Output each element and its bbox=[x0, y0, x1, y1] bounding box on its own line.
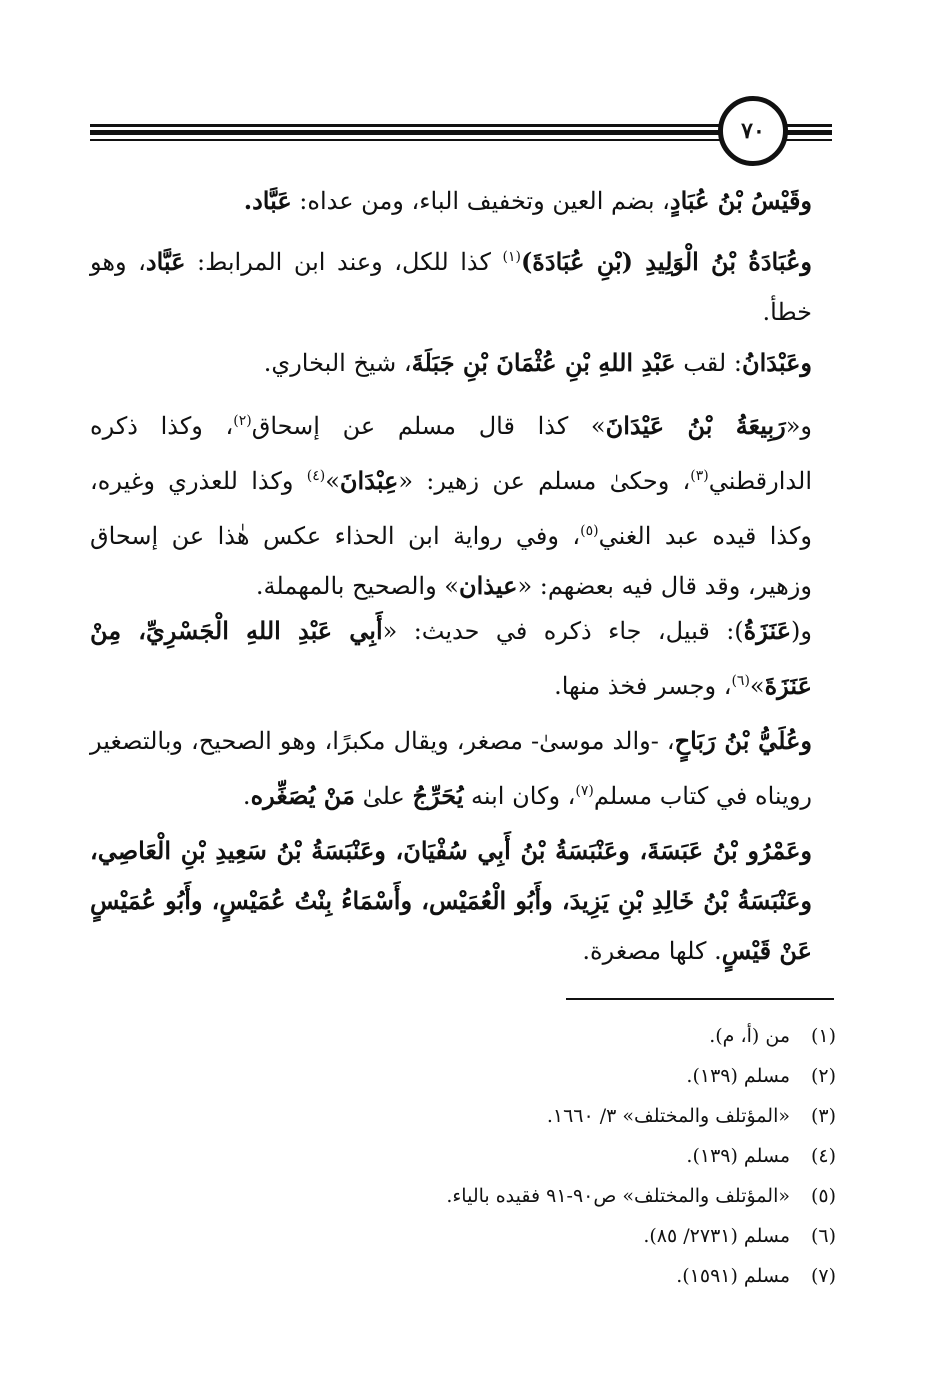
entry-text: علىٰ bbox=[354, 782, 413, 810]
footnote-text: «المؤتلف والمختلف» ص٩٠-٩١ فقيده بالياء. bbox=[446, 1185, 790, 1207]
entry-text: : لقب bbox=[675, 349, 742, 377]
footnote-text: مسلم (١٥٩١). bbox=[676, 1265, 790, 1287]
header-rule bbox=[90, 130, 722, 135]
entry-text: . bbox=[242, 782, 251, 810]
header-rule bbox=[786, 124, 832, 127]
entry-paragraph bbox=[90, 716, 812, 821]
footnote-ref: (٤) bbox=[306, 468, 326, 484]
entry-bold: عَبَّاد bbox=[145, 247, 186, 276]
entry-paragraph bbox=[90, 232, 812, 337]
entry-head: رَبِيعَةُ بْنُ عَيْدَانَ bbox=[605, 411, 786, 440]
footnote-text: «المؤتلف والمختلف» ٣/ ١٦٦٠. bbox=[546, 1105, 790, 1127]
footnote-item bbox=[196, 1016, 836, 1056]
entry-text: » bbox=[749, 672, 765, 700]
page-number: ٧٠ bbox=[741, 118, 765, 144]
header-rule bbox=[786, 130, 832, 135]
footnote-number: (٣) bbox=[810, 1105, 836, 1127]
page-number-badge bbox=[718, 96, 788, 166]
footnote-ref: (١) bbox=[502, 249, 521, 265]
footnote-number: (١) bbox=[810, 1025, 836, 1047]
entry-text: » كذا قال مسلم عن إسحاق bbox=[251, 412, 606, 440]
entry-bold: عيذان bbox=[458, 571, 518, 600]
footnote-number: (٦) bbox=[810, 1225, 836, 1247]
footnote-text: مسلم (٢٧٣١/ ٨٥). bbox=[643, 1225, 790, 1247]
entry-paragraph bbox=[90, 176, 812, 226]
entry-bold: عِبْدَانَ bbox=[339, 466, 399, 495]
entry-text: ، وحكىٰ مسلم عن زهير: « bbox=[398, 467, 691, 495]
entry-text: كذا للكل، وعند ابن المرابط: bbox=[185, 248, 503, 276]
entry-head: وعُلَيُّ بْنُ رَبَاحٍ bbox=[674, 726, 812, 755]
footnote-ref: (٧) bbox=[575, 783, 594, 799]
footnote-number: (٢) bbox=[810, 1065, 836, 1087]
entry-text: ، بضم العين وتخفيف الباء، ومن عداه: bbox=[291, 187, 670, 215]
footnote-text: من (أ، م). bbox=[709, 1025, 790, 1047]
footnote-separator bbox=[566, 998, 834, 1000]
footnote-ref: (٦) bbox=[731, 673, 750, 689]
footnote-text: مسلم (١٣٩). bbox=[686, 1065, 790, 1087]
footnote-item bbox=[196, 1056, 836, 1096]
entry-text: ، وفي رواية ابن الحذاء عكس هٰذا عن إسحاق وزهير، وقد قال فيه بعضهم: « bbox=[90, 522, 812, 600]
entry-head: وعَبْدَانُ bbox=[741, 348, 812, 377]
footnote-item bbox=[196, 1216, 836, 1256]
entry-paragraph bbox=[90, 338, 812, 388]
entry-text: » والصحيح بالمهملة. bbox=[255, 572, 459, 600]
entry-head: عَنَزَةُ bbox=[743, 616, 792, 645]
entry-bold: عَبَّاد. bbox=[243, 186, 292, 215]
entry-text: و( bbox=[791, 617, 812, 645]
entry-text: ): قبيل، جاء ذكره في حديث: « bbox=[382, 617, 744, 645]
entry-bold: يُحَرِّجُ bbox=[412, 781, 464, 810]
entry-paragraph bbox=[90, 826, 812, 976]
footnote-ref: (٣) bbox=[690, 468, 709, 484]
entry-head: وعُبَادَةُ بْنُ الْوَلِيدِ (بْنِ عُبَادَةَ) bbox=[520, 247, 812, 276]
footnote-text: مسلم (١٣٩). bbox=[686, 1145, 790, 1167]
footnote-item bbox=[196, 1096, 836, 1136]
header-rule bbox=[90, 124, 722, 127]
footnote-item bbox=[196, 1136, 836, 1176]
footnote-ref: (٢) bbox=[233, 413, 252, 429]
footnote-number: (٥) bbox=[810, 1185, 836, 1207]
entry-text: و« bbox=[785, 412, 813, 440]
footnote-number: (٧) bbox=[810, 1265, 836, 1287]
entry-text: . كلها مصغرة. bbox=[582, 937, 722, 965]
entry-bold: مَنْ يُصَغِّره bbox=[250, 781, 355, 810]
entry-head: وعَمْرُو بْنُ عَبَسَةَ، وعَنْبَسَةُ بْنُ أَبِي سُفْيَانَ، وعَنْبَسَةُ بْنُ سَعِيدِ بْنِ الْعَاصِي، وعَنْبَسَةُ بْنُ خَالِدِ بْنِ يَزِيدَ، وأَبُو الْعُمَيْس، وأَسْمَاءُ بِنْتُ عُمَيْسٍ، وأَبُو عُمَيْسٍ عَنْ قَيْسٍ bbox=[90, 836, 812, 965]
entry-head: وقَيْسُ بْنُ عُبَادٍ bbox=[669, 186, 812, 215]
entry-text: » bbox=[325, 467, 340, 495]
entry-text: وكذا للعذري وغيره، وكذا قيده عبد الغني bbox=[90, 467, 812, 550]
entry-paragraph bbox=[90, 396, 812, 611]
entry-text: ، وهو خطأ. bbox=[90, 248, 812, 326]
footnote-ref: (٥) bbox=[580, 523, 599, 539]
entry-text: ، وكذا ذكره الدارقطني bbox=[90, 412, 812, 495]
header-rule bbox=[90, 139, 722, 141]
entry-text: ، وكان ابنه bbox=[463, 782, 576, 810]
footnotes bbox=[196, 1016, 836, 1296]
footnote-item bbox=[196, 1256, 836, 1296]
entry-text: ، وجسر فخذ منها. bbox=[554, 672, 732, 700]
header-rule bbox=[786, 139, 832, 141]
entry-text: ، -والد موسىٰ- مصغر، ويقال مكبرًا، وهو الصحيح، وبالتصغير رويناه في كتاب مسلم bbox=[90, 727, 812, 810]
entry-text: ، شيخ البخاري. bbox=[263, 349, 412, 377]
footnote-item bbox=[196, 1176, 836, 1216]
entry-bold: عَبْدِ اللهِ بْنِ عُثْمَانَ بْنِ جَبَلَةَ bbox=[411, 348, 676, 377]
entry-bold: أَبِي عَبْدِ اللهِ الْجَسْرِيِّ، مِنْ عَنَزَةَ bbox=[90, 616, 812, 700]
entry-paragraph bbox=[90, 606, 812, 711]
footnote-number: (٤) bbox=[810, 1145, 836, 1167]
